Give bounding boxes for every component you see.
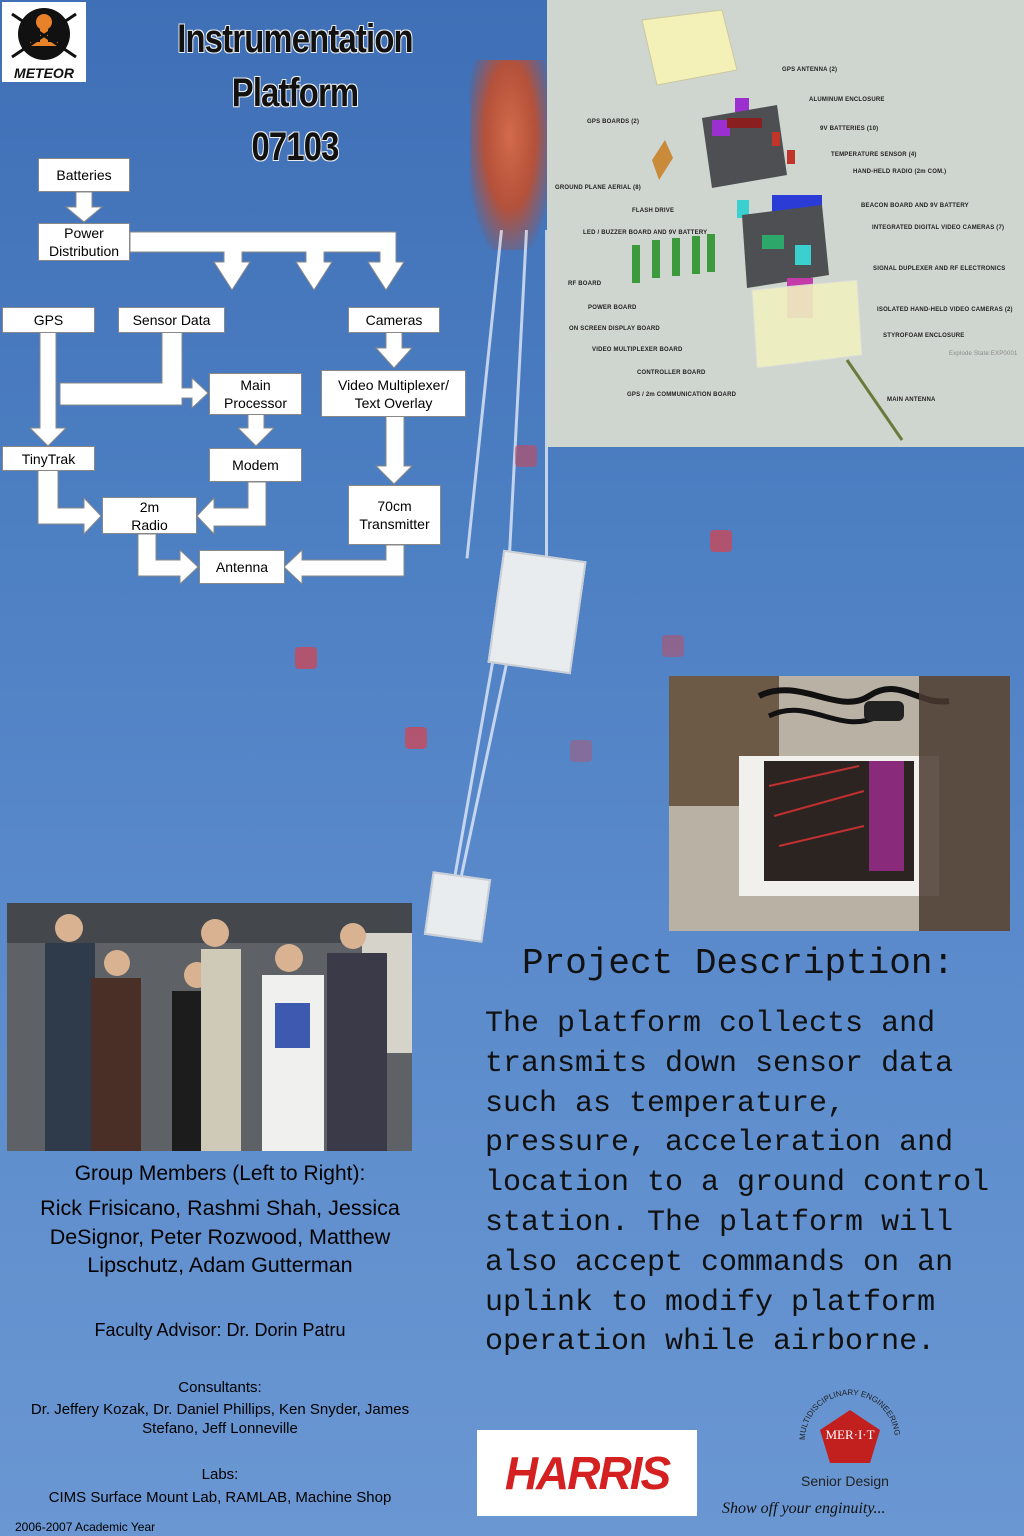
senior-design-text: Senior Design [801, 1473, 889, 1489]
label-gps-2m-board: GPS / 2m COMMUNICATION BOARD [627, 392, 737, 398]
merit-arc-text: MULTIDISCIPLINARY ENGINEERING [797, 1387, 902, 1441]
arrow-70cm-antenna [284, 545, 404, 584]
box-main-processor: Main Processor [209, 373, 302, 415]
label-osd-board: ON SCREEN DISPLAY BOARD [569, 326, 660, 332]
exploded-view-render [547, 0, 1024, 447]
arrow-modem-2m [197, 482, 266, 534]
parachute [470, 60, 550, 250]
tether-line [466, 230, 503, 559]
circuit-board-photo [669, 676, 1010, 931]
team-credits [10, 1160, 430, 1506]
label-gps-antenna: GPS ANTENNA (2) [782, 67, 838, 73]
label-controller-board: CONTROLLER BOARD [637, 370, 706, 376]
arrow-cameras-mux [376, 332, 412, 368]
label-rf-board: RF BOARD [568, 281, 602, 287]
team-photo-illustration [7, 903, 412, 1151]
box-gps: GPS [2, 307, 95, 333]
label-main-antenna: MAIN ANTENNA [887, 397, 936, 403]
label-beacon-board: BEACON BOARD AND 9V BATTERY [861, 203, 969, 209]
consultants-names: Dr. Jeffery Kozak, Dr. Daniel Phillips, Ken Snyder, James Stefano, Jeff Lonneville [30, 1400, 410, 1437]
box-batteries: Batteries [38, 158, 130, 192]
label-aluminum-enclosure: ALUMINUM ENCLOSURE [809, 97, 885, 103]
academic-year: 2006-2007 Academic Year [15, 1520, 156, 1534]
box-2m-radio: 2m Radio [102, 497, 197, 534]
label-temperature-sensor: TEMPERATURE SENSOR (4) [831, 152, 917, 158]
tether-line [508, 230, 528, 560]
confetti [405, 727, 427, 749]
payload-box-small [424, 871, 491, 943]
harris-logo [477, 1430, 697, 1516]
faculty-advisor: Faculty Advisor: Dr. Dorin Patru [94, 1319, 346, 1340]
box-antenna: Antenna [199, 550, 285, 584]
label-isolated-cameras: ISOLATED HAND-HELD VIDEO CAMERAS (2) [877, 307, 1013, 313]
tether-line [456, 640, 513, 895]
label-styrofoam-enclosure: STYROFOAM ENCLOSURE [883, 333, 965, 339]
explode-state-label: Explode State:EXP0001 [949, 351, 1018, 357]
confetti [662, 635, 684, 657]
arrow-batteries-power [66, 192, 102, 222]
title-line-2: Platform [231, 71, 359, 115]
label-led-buzzer-board: LED / BUZZER BOARD AND 9V BATTERY [583, 230, 708, 236]
arrow-sensor-processor [60, 332, 208, 408]
box-cameras: Cameras [348, 307, 440, 333]
confetti [515, 445, 537, 467]
arrow-2m-antenna [138, 534, 198, 584]
box-sensor-data: Sensor Data [118, 307, 225, 333]
merit-text: MER·I·T [825, 1427, 875, 1442]
merit-logo [780, 1385, 920, 1495]
confetti [570, 740, 592, 762]
labs-heading: Labs: [201, 1465, 239, 1483]
box-power-distribution: Power Distribution [38, 223, 130, 261]
title-line-3: 07103 [251, 125, 339, 169]
merit-pentagon-icon [780, 1385, 920, 1465]
box-modem: Modem [209, 448, 302, 482]
label-gps-boards: GPS BOARDS (2) [587, 119, 640, 125]
label-signal-duplexer: SIGNAL DUPLEXER AND RF ELECTRONICS [873, 266, 1006, 272]
arrow-power-bus [130, 232, 404, 290]
labs-names: CIMS Surface Mount Lab, RAMLAB, Machine Shop [48, 1488, 392, 1506]
members-names: Rick Frisicano, Rashmi Shah, Jessica DeSignor, Peter Rozwood, Matthew Lipschutz, Adam Gutterman [40, 1196, 400, 1277]
arrow-processor-modem [238, 414, 274, 446]
members-heading: Group Members (Left to Right): [74, 1162, 366, 1185]
label-9v-batteries: 9V BATTERIES (10) [820, 126, 879, 132]
logo-text: METEOR [14, 65, 74, 81]
board-photo-illustration [669, 676, 1010, 931]
project-description-body: The platform collects and transmits down sensor data such as temperature, pressure, acceleration and location to a ground control station. The platform will also accept commands on an uplink to modify platform operation while airborne. [485, 1007, 990, 1360]
box-tinytrak: TinyTrak [2, 446, 95, 471]
label-ground-plane-aerial: GROUND PLANE AERIAL (8) [555, 185, 641, 191]
confetti [710, 530, 732, 552]
consultants-heading: Consultants: [178, 1378, 262, 1396]
payload-box [487, 550, 586, 675]
label-hand-held-radio: HAND-HELD RADIO (2m COM.) [853, 169, 947, 175]
tagline: Show off your enginuity... [722, 1500, 886, 1517]
label-power-board: POWER BOARD [588, 305, 637, 311]
box-video-multiplexer: Video Multiplexer/ Text Overlay [321, 370, 466, 417]
tether-line [450, 640, 498, 897]
project-description-heading: Project Description: [522, 943, 955, 984]
label-flash-drive: FLASH DRIVE [632, 208, 675, 214]
label-video-mux-board: VIDEO MULTIPLEXER BOARD [592, 347, 683, 353]
arrow-mux-70cm [376, 416, 412, 484]
arrow-tinytrak-2m [38, 470, 101, 534]
harris-logo-text: HARRIS [504, 1447, 670, 1499]
title-line-1: Instrumentation [177, 17, 413, 61]
confetti [295, 647, 317, 669]
team-photo [7, 903, 412, 1151]
label-integrated-cameras: INTEGRATED DIGITAL VIDEO CAMERAS (7) [872, 225, 1005, 231]
box-70cm-transmitter: 70cm Transmitter [348, 485, 441, 545]
